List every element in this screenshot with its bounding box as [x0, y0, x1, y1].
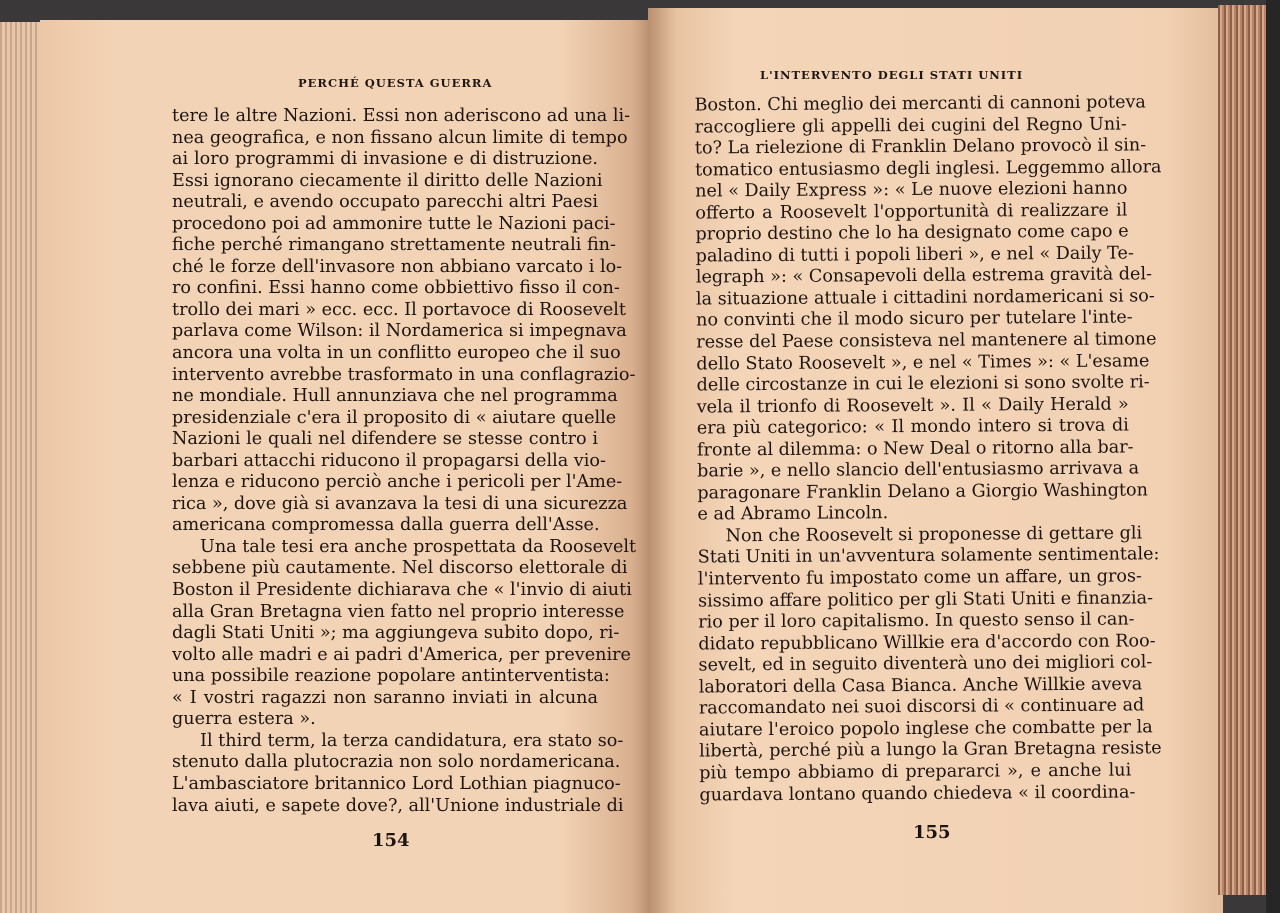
text-line: Essi ignorano ciecamente il diritto delle Nazioni: [172, 170, 603, 191]
text-line: Boston il Presidente dichiarava che « l'invio di aiuti: [172, 580, 632, 601]
page-number-right: 155: [913, 822, 951, 843]
text-line: rica », dove già si avanzava la tesi di una sicurezza: [172, 493, 628, 514]
text-line: aiutare l'eroico popolo inglese che combatte per la: [698, 717, 1153, 741]
text-line: americana compromessa dalla guerra dell'Asse.: [172, 515, 600, 536]
text-line: una possibile reazione popolare antinterventista:: [172, 666, 610, 687]
text-line: barie », e nello slancio dell'entusiasmo arrivava a: [697, 458, 1140, 482]
text-line: ne mondiale. Hull annunziava che nel programma: [172, 386, 618, 407]
text-line: libertà, perché più a lungo la Gran Bretagna resiste: [699, 738, 1162, 762]
text-line: stenuto dalla plutocrazia non solo nordamericana.: [172, 752, 621, 773]
text-line: rio per il loro capitalismo. In questo senso il can-: [698, 609, 1135, 633]
text-line: fronte al dilemma: o New Deal o ritorno alla bar-: [696, 437, 1134, 461]
text-line: raccomandato nei suoi discorsi di « continuare ad: [698, 695, 1145, 719]
text-line: delle circostanze in cui le elezioni si sono svolte ri-: [696, 372, 1150, 396]
text-line: parlava come Wilson: il Nordamerica si impegnava: [172, 321, 627, 342]
text-line: offerto a Roosevelt l'opportunità di realizzare il: [695, 200, 1128, 224]
text-line: Stati Uniti in un'avventura solamente sentimentale:: [697, 544, 1160, 568]
right-page-body: [694, 92, 1162, 807]
text-line: trollo dei mari » ecc. ecc. Il portavoce di Roosevelt: [172, 299, 626, 320]
running-head-left: PERCHÉ QUESTA GUERRA: [298, 76, 493, 90]
text-line: volto alle madri e ai padri d'America, per prevenire: [172, 644, 631, 665]
text-line: più tempo abbiamo di prepararci », e anche lui: [699, 760, 1132, 784]
text-line: resse del Paese consisteva nel mantenere al timone: [696, 329, 1157, 353]
text-line: didato repubblicano Willkie era d'accordo con Roo-: [698, 630, 1156, 655]
text-line: Il third term, la terza candidatura, era stato so-: [200, 730, 624, 751]
text-line: la situazione attuale i cittadini nordamericani si so-: [695, 286, 1155, 310]
page-number-left: 154: [372, 830, 410, 851]
text-line: L'ambasciatore britannico Lord Lothian piagnuco-: [172, 773, 621, 794]
text-line: proprio destino che lo ha designato come capo e: [695, 221, 1129, 245]
text-line: sissimo affare politico per gli Stati Uniti e finanzia-: [697, 587, 1154, 612]
text-line: laboratori della Casa Bianca. Anche Willkie aveva: [698, 674, 1143, 698]
running-head-right: L'INTERVENTO DEGLI STATI UNITI: [760, 68, 1024, 82]
left-page-body: [172, 106, 637, 817]
text-line: intervento avrebbe trasformato in una conflagrazio-: [172, 364, 636, 385]
text-line: barbari attacchi riducono il propagarsi della vio-: [172, 450, 606, 471]
text-line: ché le forze dell'invasore non abbiano varcato i lo-: [172, 256, 623, 277]
text-line: alla Gran Bretagna vien fatto nel proprio interesse: [172, 601, 625, 622]
text-line: no convinti che il modo sicuro per tutelare l'inte-: [696, 307, 1133, 331]
text-line: tere le altre Nazioni. Essi non aderiscono ad una li-: [172, 106, 631, 126]
text-line: to? La rielezione di Franklin Delano provocò il sin-: [694, 135, 1147, 159]
text-line: sebbene più cautamente. Nel discorso elettorale di: [172, 558, 628, 579]
text-line: paragonare Franklin Delano a Giorgio Washington: [697, 480, 1148, 504]
text-line: Nazioni le quali nel difendere se stesse contro i: [172, 429, 598, 450]
text-line: sevelt, ed in seguito diventerà uno dei migliori col-: [698, 652, 1153, 676]
text-line: ancora una volta in un conflitto europeo che il suo: [172, 343, 621, 364]
text-line: era più categorico: « Il mondo intero si trova di: [696, 415, 1129, 439]
text-line: raccogliere gli appelli dei cugini del Regno Uni-: [694, 114, 1127, 138]
text-line: dagli Stati Uniti »; ma aggiungeva subito dopo, ri-: [172, 623, 620, 644]
text-line: tomatico entusiasmo degli inglesi. Leggemmo allora: [694, 156, 1162, 181]
text-line: fiche perché rimangano strettamente neutrali fin-: [172, 235, 616, 256]
text-line: ai loro programmi di invasione e di distruzione.: [172, 149, 598, 170]
text-line: Non che Roosevelt si proponesse di gettare gli: [725, 523, 1143, 547]
text-line: nel « Daily Express »: « Le nuove elezioni hanno: [695, 178, 1128, 202]
text-line: l'intervento fu impostato come un affare, un gros-: [697, 566, 1143, 590]
scan-background: [1266, 0, 1280, 913]
text-line: lenza e riducono perciò anche i pericoli per l'Ame-: [172, 472, 623, 493]
text-line: paladino di tutti i popoli liberi », e nel « Daily Te-: [695, 243, 1134, 267]
text-line: lava aiuti, e sapete dove?, all'Unione industriale di: [172, 795, 624, 816]
text-line: guerra estera ».: [172, 709, 316, 730]
text-line: presidenziale c'era il proposito di « aiutare quelle: [172, 407, 617, 428]
text-line: nea geografica, e non fissano alcun limite di tempo: [172, 127, 628, 148]
text-line: dello Stato Roosevelt », e nel « Times »: « L'esame: [696, 350, 1150, 375]
text-line: neutrali, e avendo occupato parecchi altri Paesi: [172, 192, 598, 213]
text-line: « I vostri ragazzi non saranno inviati in alcuna: [172, 687, 598, 708]
text-line: procedono poi ad ammonire tutte le Nazioni paci-: [172, 213, 616, 234]
text-line: Una tale tesi era anche prospettata da Roosevelt: [200, 536, 637, 557]
text-line: vela il trionfo di Roosevelt ». Il « Daily Herald »: [696, 394, 1129, 418]
page-edges-right: [1218, 5, 1268, 895]
text-line: ro confini. Essi hanno come obbiettivo fisso il con-: [172, 278, 620, 299]
text-line: legraph »: « Consapevoli della estrema gravità del-: [695, 264, 1153, 288]
text-line: Boston. Chi meglio dei mercanti di cannoni poteva: [694, 92, 1146, 116]
text-line: guardava lontano quando chiedeva « il coordina-: [699, 781, 1136, 805]
text-line: e ad Abramo Lincoln.: [697, 503, 889, 525]
